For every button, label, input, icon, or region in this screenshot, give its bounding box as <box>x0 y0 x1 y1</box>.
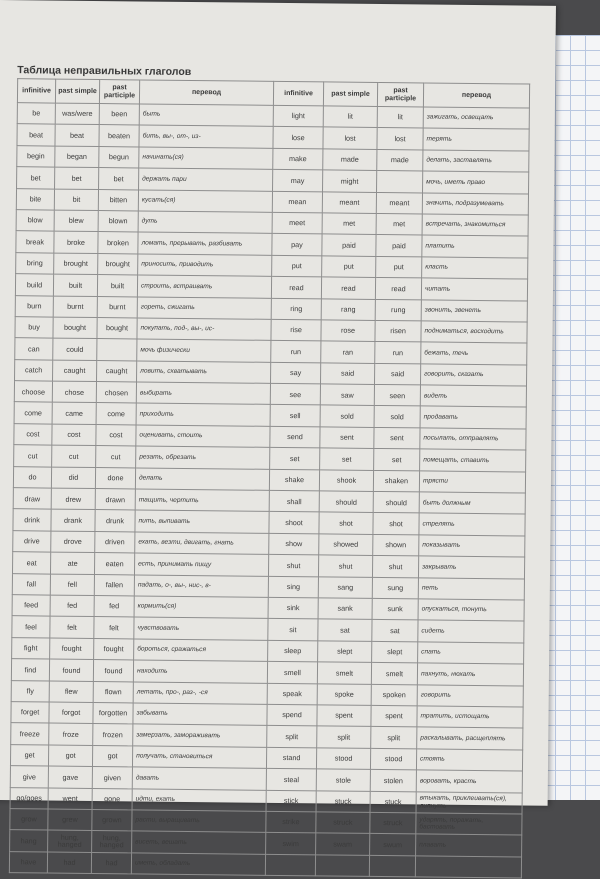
past-simple-cell: had <box>47 852 91 874</box>
past-simple-cell: fed <box>50 595 94 617</box>
past-participle-cell: blown <box>98 210 138 232</box>
translation-cell: бороться, сражаться <box>134 639 268 662</box>
infinitive-cell: come <box>14 402 52 424</box>
past-participle-cell: begun <box>99 146 139 168</box>
past-simple-cell: fell <box>50 574 94 596</box>
header-infinitive: infinitive <box>273 81 323 106</box>
verb-row <box>9 851 521 878</box>
translation-cell: гореть, сжигать <box>137 296 271 319</box>
infinitive-cell: drink <box>13 509 51 531</box>
past-simple-cell: forgot <box>49 702 93 724</box>
infinitive-cell: sell <box>270 405 320 427</box>
past-simple-cell: broke <box>54 231 98 253</box>
past-participle-cell: sent <box>374 427 420 449</box>
past-simple-cell: got <box>48 745 92 767</box>
infinitive-cell: grow <box>10 809 48 831</box>
past-participle-cell: felt <box>94 617 134 639</box>
past-participle-cell: split <box>371 727 417 749</box>
past-participle-cell: shut <box>372 556 418 578</box>
translation-cell: ударять, поражать, бастовать <box>416 813 522 835</box>
past-participle-cell: lit <box>377 106 423 128</box>
infinitive-cell: swim <box>266 833 316 855</box>
past-simple-cell: bought <box>53 317 97 339</box>
translation-cell: читать <box>421 278 527 300</box>
translation-cell: кормить(ся) <box>134 596 268 619</box>
past-simple-cell: began <box>55 146 99 168</box>
past-participle-cell: had <box>91 852 131 874</box>
past-simple-cell: stood <box>316 748 370 770</box>
past-participle-cell: frozen <box>93 724 133 746</box>
past-simple-cell: sat <box>318 619 372 641</box>
past-participle-cell: cost <box>96 424 136 446</box>
infinitive-cell: fly <box>11 680 49 702</box>
infinitive-cell: stand <box>266 747 316 769</box>
past-participle-cell: put <box>376 256 422 278</box>
past-simple-cell: set <box>320 448 374 470</box>
past-simple-cell: should <box>319 491 373 513</box>
translation-cell: выбирать <box>136 382 270 405</box>
past-simple-cell: drew <box>51 488 95 510</box>
past-simple-cell: bit <box>54 189 98 211</box>
translation-cell: быть <box>139 104 273 127</box>
translation-cell: ломать, прерывать, разбивать <box>138 232 272 255</box>
past-simple-cell: ran <box>321 341 375 363</box>
past-participle-cell: stolen <box>370 770 416 792</box>
past-participle-cell: beaten <box>99 125 139 147</box>
translation-cell: бежать, течь <box>421 342 527 364</box>
past-simple-cell: brought <box>54 253 98 275</box>
past-simple-cell: went <box>48 788 92 810</box>
infinitive-cell: steal <box>266 768 316 790</box>
translation-cell: значить, подразумевать <box>422 192 528 214</box>
past-simple-cell: sank <box>318 598 372 620</box>
past-participle-cell: fought <box>94 638 134 660</box>
past-simple-cell: flew <box>49 681 93 703</box>
past-participle-cell: fallen <box>94 574 134 596</box>
infinitive-cell: be <box>17 103 55 125</box>
past-participle-cell: stood <box>370 748 416 770</box>
past-simple-cell: stuck <box>316 790 370 812</box>
infinitive-cell: make <box>273 148 323 170</box>
header-past-participle: past participle <box>377 82 423 106</box>
past-simple-cell: put <box>322 256 376 278</box>
translation-cell: быть должным <box>419 492 525 514</box>
infinitive-cell: begin <box>17 145 55 167</box>
past-simple-cell: gave <box>48 766 92 788</box>
infinitive-cell: hang <box>10 830 48 852</box>
infinitive-cell: ring <box>271 298 321 320</box>
translation-cell: ловить, схватывать <box>137 361 271 384</box>
translation-cell: летать, про-, раз-, -ся <box>133 681 267 704</box>
past-simple-cell: rang <box>321 298 375 320</box>
translation-cell: закрывать <box>418 556 524 578</box>
infinitive-cell: fight <box>12 637 50 659</box>
translation-cell: воровать, красть <box>416 770 522 792</box>
translation-cell: пахнуть, нюхать <box>417 663 523 685</box>
past-simple-cell: burnt <box>53 296 97 318</box>
past-participle-cell: shown <box>373 534 419 556</box>
past-participle-cell: bet <box>99 168 139 190</box>
past-participle-cell: made <box>377 149 423 171</box>
past-simple-cell: struck <box>316 812 370 834</box>
past-simple-cell: bet <box>55 167 99 189</box>
translation-cell: забывать <box>133 703 267 726</box>
infinitive-cell: drive <box>13 530 51 552</box>
past-simple-cell: sang <box>318 576 372 598</box>
translation-cell: приносить, приводить <box>138 254 272 277</box>
translation-cell: стрелять <box>419 513 525 535</box>
infinitive-cell: catch <box>15 359 53 381</box>
past-participle-cell: lost <box>377 128 423 150</box>
infinitive-cell: shake <box>269 469 319 491</box>
past-participle-cell: cut <box>96 446 136 468</box>
past-simple-cell: spent <box>317 705 371 727</box>
past-participle-cell: built <box>97 275 137 297</box>
past-simple-cell: shut <box>318 555 372 577</box>
infinitive-cell: speak <box>267 683 317 705</box>
infinitive-cell: sink <box>268 597 318 619</box>
past-participle-cell: drunk <box>95 510 135 532</box>
past-simple-cell: drove <box>51 531 95 553</box>
past-participle-cell: said <box>374 363 420 385</box>
translation-cell: делать <box>135 468 269 491</box>
infinitive-cell: put <box>272 255 322 277</box>
infinitive-cell: sleep <box>268 640 318 662</box>
infinitive-cell: send <box>270 426 320 448</box>
past-simple-cell: shook <box>319 470 373 492</box>
infinitive-cell: feed <box>12 595 50 617</box>
past-participle-cell: read <box>375 278 421 300</box>
translation-cell: сидеть <box>418 620 524 642</box>
past-participle-cell: rung <box>375 299 421 321</box>
past-simple-cell: paid <box>322 234 376 256</box>
translation-cell: терять <box>423 128 529 150</box>
past-participle-cell: shot <box>373 513 419 535</box>
infinitive-cell: have <box>9 851 47 873</box>
translation-cell: тащить, чертить <box>135 489 269 512</box>
infinitive-cell: may <box>273 170 323 192</box>
translation-cell: расти, выращивать <box>132 810 266 833</box>
past-participle-cell: shaken <box>373 470 419 492</box>
infinitive-cell: sing <box>268 576 318 598</box>
past-simple-cell: cut <box>52 445 96 467</box>
translation-cell: говорить <box>417 684 523 706</box>
translation-cell: идти, ехать <box>132 788 266 811</box>
translation-cell: втыкать, приклеивать(ся), липнуть <box>416 791 522 813</box>
translation-cell: посылать, отправлять <box>420 428 526 450</box>
past-simple-cell: said <box>320 363 374 385</box>
past-simple-cell: slept <box>318 641 372 663</box>
infinitive-cell: build <box>15 274 53 296</box>
past-simple-cell: sold <box>320 405 374 427</box>
past-simple-cell: built <box>53 274 97 296</box>
infinitive-cell: mean <box>272 191 322 213</box>
past-participle-cell: set <box>374 449 420 471</box>
translation-cell: платить <box>422 235 528 257</box>
past-simple-cell: blew <box>54 210 98 232</box>
translation-cell: дуть <box>138 211 272 234</box>
translation-cell: падать, о-, вы-, нис-, в- <box>134 575 268 598</box>
past-participle-cell: broken <box>98 232 138 254</box>
past-simple-cell: smelt <box>317 662 371 684</box>
translation-cell: бить, вы-, от-, из- <box>139 125 273 148</box>
infinitive-cell: meet <box>272 212 322 234</box>
translation-cell: плавать <box>416 834 522 856</box>
infinitive-cell: bring <box>16 252 54 274</box>
translation-cell: ехать, везти, двигать, гнать <box>135 532 269 555</box>
past-participle-cell: meant <box>376 192 422 214</box>
translation-cell: кусать(ся) <box>138 190 272 213</box>
translation-cell: трясти <box>419 471 525 493</box>
translation-cell: замерзать, замораживать <box>133 724 267 747</box>
past-participle-cell: spent <box>371 705 417 727</box>
translation-cell: пить, выпивать <box>135 510 269 533</box>
past-simple-cell: swam <box>316 833 370 855</box>
infinitive-cell: do <box>13 466 51 488</box>
past-simple-cell: split <box>317 726 371 748</box>
past-participle-cell: got <box>92 745 132 767</box>
past-simple-cell: chose <box>52 381 96 403</box>
past-simple-cell: did <box>51 467 95 489</box>
infinitive-cell: bite <box>16 188 54 210</box>
infinitive-cell: strike <box>266 811 316 833</box>
translation-cell: встречать, знакомиться <box>422 214 528 236</box>
translation-cell: помещать, ставить <box>420 449 526 471</box>
translation-cell: получать, становиться <box>132 746 266 769</box>
infinitive-cell: smell <box>267 661 317 683</box>
translation-cell: говорить, сказать <box>420 364 526 386</box>
past-participle-cell: chosen <box>96 382 136 404</box>
translation-cell: мочь физически <box>137 339 271 362</box>
translation-cell <box>415 856 521 878</box>
translation-cell: приходить <box>136 403 270 426</box>
past-simple-cell: met <box>322 213 376 235</box>
past-participle-cell: come <box>96 403 136 425</box>
infinitive-cell: bet <box>17 167 55 189</box>
past-participle-cell: met <box>376 213 422 235</box>
infinitive-cell: rise <box>271 319 321 341</box>
past-simple-cell: hung, hanged <box>48 830 92 852</box>
infinitive-cell: show <box>269 533 319 555</box>
past-simple-cell: stole <box>316 769 370 791</box>
translation-cell: зажигать, освещать <box>423 107 529 129</box>
translation-cell: начинать(ся) <box>139 147 273 170</box>
infinitive-cell: forget <box>11 702 49 724</box>
past-participle-cell: drawn <box>95 489 135 511</box>
infinitive-cell: set <box>270 448 320 470</box>
translation-cell: делать, заставлять <box>423 150 529 172</box>
past-participle-cell: sat <box>372 620 418 642</box>
past-participle-cell: grown <box>92 809 132 831</box>
past-participle-cell: given <box>92 767 132 789</box>
past-simple-cell: fought <box>50 638 94 660</box>
past-participle-cell: done <box>95 467 135 489</box>
infinitive-cell <box>265 854 315 876</box>
translation-cell: продавать <box>420 406 526 428</box>
infinitive-cell: see <box>270 383 320 405</box>
past-participle-cell: swum <box>370 834 416 856</box>
past-simple-cell: found <box>49 659 93 681</box>
infinitive-cell: run <box>271 341 321 363</box>
past-participle-cell: brought <box>98 253 138 275</box>
translation-cell: оценивать, стоить <box>136 425 270 448</box>
infinitive-cell: lose <box>273 127 323 149</box>
past-participle-cell: hung, hanged <box>92 831 132 853</box>
infinitive-cell: fall <box>12 573 50 595</box>
past-simple-cell: showed <box>319 534 373 556</box>
infinitive-cell: go/goes <box>10 787 48 809</box>
past-participle-cell: sung <box>372 577 418 599</box>
translation-cell: иметь, обладать <box>131 853 265 876</box>
past-participle-cell: sold <box>374 406 420 428</box>
infinitive-cell: sit <box>268 619 318 641</box>
past-participle-cell: forgotten <box>93 702 133 724</box>
header-past-simple: past simple <box>55 79 99 103</box>
infinitive-cell: freeze <box>11 723 49 745</box>
translation-cell: стоять <box>416 749 522 771</box>
translation-cell: висеть, вешать <box>132 831 266 854</box>
header-past-simple: past simple <box>323 82 377 107</box>
translation-cell: покупать, под-, вы-, ис- <box>137 318 271 341</box>
past-simple-cell: came <box>52 403 96 425</box>
header-translation: перевод <box>139 80 273 105</box>
translation-cell: петь <box>418 578 524 600</box>
past-participle-cell: been <box>99 104 139 126</box>
past-participle-cell: spoken <box>371 684 417 706</box>
infinitive-cell: choose <box>14 381 52 403</box>
translation-cell: давать <box>132 767 266 790</box>
past-participle-cell: should <box>373 491 419 513</box>
past-simple-cell: saw <box>320 384 374 406</box>
past-participle-cell: burnt <box>97 296 137 318</box>
translation-cell: чувствовать <box>134 617 268 640</box>
table-title: Таблица неправильных глаголов <box>17 64 192 79</box>
past-participle-cell: fed <box>94 596 134 618</box>
infinitive-cell: beat <box>17 124 55 146</box>
past-participle-cell <box>377 171 423 193</box>
infinitive-cell: cut <box>14 445 52 467</box>
translation-cell: мочь, иметь право <box>423 171 529 193</box>
translation-cell: резать, обрезать <box>136 446 270 469</box>
past-simple-cell <box>315 855 369 877</box>
header-past-participle: past participle <box>99 80 139 104</box>
translation-cell: класть <box>422 257 528 279</box>
infinitive-cell: split <box>267 726 317 748</box>
past-participle-cell <box>369 855 415 877</box>
past-participle-cell: bitten <box>98 189 138 211</box>
infinitive-cell: blow <box>16 210 54 232</box>
past-participle-cell: gone <box>92 788 132 810</box>
past-simple-cell: shot <box>319 512 373 534</box>
past-simple-cell: ate <box>50 552 94 574</box>
translation-cell: видеть <box>420 385 526 407</box>
header-infinitive: infinitive <box>17 79 55 103</box>
infinitive-cell: light <box>273 105 323 127</box>
past-simple-cell: spoke <box>317 683 371 705</box>
past-simple-cell: meant <box>322 191 376 213</box>
infinitive-cell: can <box>15 338 53 360</box>
infinitive-cell: pay <box>272 234 322 256</box>
past-participle-cell: risen <box>375 320 421 342</box>
infinitive-cell: draw <box>13 488 51 510</box>
translation-cell: держать пари <box>139 168 273 191</box>
infinitive-cell: read <box>271 276 321 298</box>
infinitive-cell: get <box>10 744 48 766</box>
infinitive-cell: shall <box>269 490 319 512</box>
past-participle-cell: found <box>93 660 133 682</box>
past-participle-cell: smelt <box>371 663 417 685</box>
past-simple-cell: caught <box>53 360 97 382</box>
translation-cell: показывать <box>419 535 525 557</box>
translation-cell: есть, принимать пищу <box>134 553 268 576</box>
infinitive-cell: buy <box>15 317 53 339</box>
past-participle-cell: struck <box>370 812 416 834</box>
past-participle-cell: sunk <box>372 598 418 620</box>
past-participle-cell <box>97 339 137 361</box>
infinitive-cell: feel <box>12 616 50 638</box>
past-simple-cell: sent <box>320 427 374 449</box>
infinitive-cell: shut <box>268 555 318 577</box>
past-participle-cell: slept <box>372 641 418 663</box>
past-participle-cell: flown <box>93 681 133 703</box>
past-participle-cell: stuck <box>370 791 416 813</box>
past-simple-cell: grew <box>48 809 92 831</box>
past-participle-cell: eaten <box>94 553 134 575</box>
infinitive-cell: find <box>11 659 49 681</box>
infinitive-cell: break <box>16 231 54 253</box>
past-simple-cell: rose <box>321 320 375 342</box>
translation-cell: находить <box>133 660 267 683</box>
irregular-verbs-table <box>9 78 530 878</box>
past-participle-cell: seen <box>374 385 420 407</box>
infinitive-cell: spend <box>267 704 317 726</box>
past-simple-cell: froze <box>49 723 93 745</box>
past-participle-cell: paid <box>376 235 422 257</box>
translation-cell: тратить, истощать <box>417 706 523 728</box>
infinitive-cell: stick <box>266 790 316 812</box>
past-simple-cell: made <box>323 149 377 171</box>
past-simple-cell: read <box>321 277 375 299</box>
infinitive-cell: say <box>270 362 320 384</box>
infinitive-cell: burn <box>15 295 53 317</box>
past-participle-cell: driven <box>95 531 135 553</box>
past-simple-cell: cost <box>52 424 96 446</box>
translation-cell: звонить, звенеть <box>421 299 527 321</box>
translation-cell: опускаться, тонуть <box>418 599 524 621</box>
translation-cell: спать <box>418 642 524 664</box>
translation-cell: строить, встраивать <box>137 275 271 298</box>
translation-cell: раскалывать, расщеплять <box>417 727 523 749</box>
past-simple-cell: felt <box>50 616 94 638</box>
past-simple-cell: might <box>323 170 377 192</box>
infinitive-cell: eat <box>12 552 50 574</box>
infinitive-cell: shoot <box>269 512 319 534</box>
infinitive-cell: give <box>10 766 48 788</box>
past-simple-cell: lit <box>323 106 377 128</box>
past-simple-cell: lost <box>323 127 377 149</box>
past-participle-cell: run <box>375 342 421 364</box>
past-participle-cell: caught <box>97 360 137 382</box>
infinitive-cell: cost <box>14 424 52 446</box>
past-participle-cell: bought <box>97 317 137 339</box>
translation-cell: подниматься, восходить <box>421 321 527 343</box>
past-simple-cell: was/were <box>55 103 99 125</box>
past-simple-cell: beat <box>55 124 99 146</box>
past-simple-cell: could <box>53 338 97 360</box>
past-simple-cell: drank <box>51 509 95 531</box>
header-translation: перевод <box>423 83 529 108</box>
